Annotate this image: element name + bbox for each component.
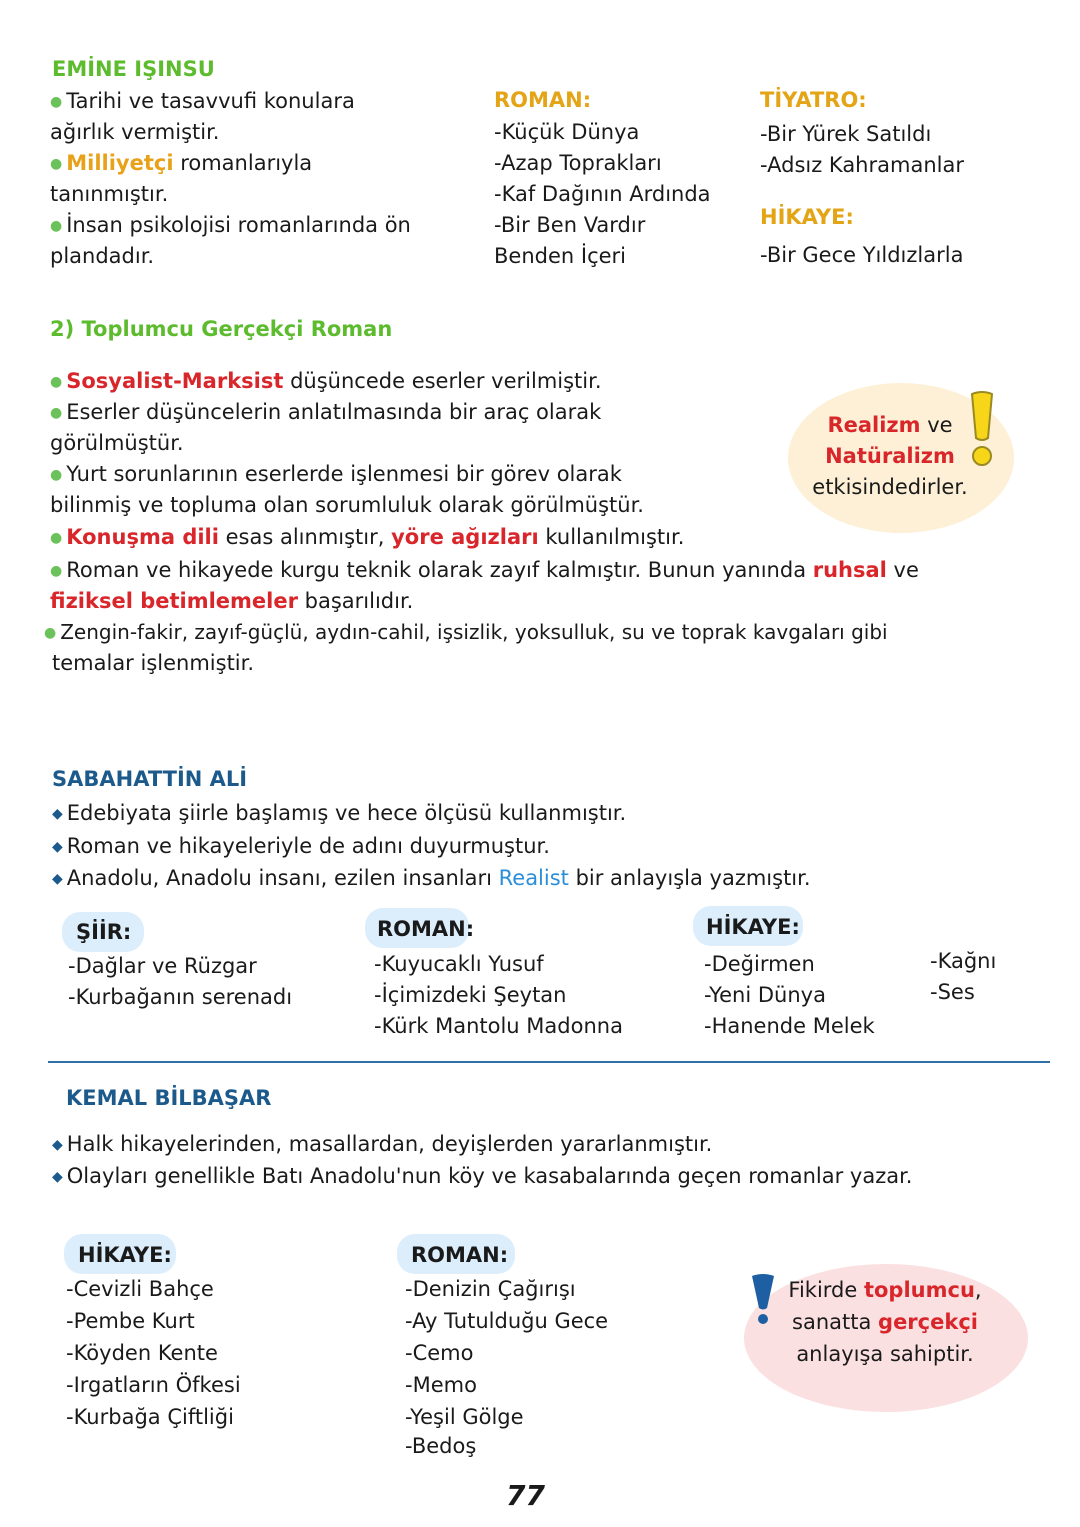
list-item: -Azap Toprakları — [494, 151, 662, 175]
list-item: -Bir Ben Vardır — [494, 213, 646, 237]
list-item: -Küçük Dünya — [494, 120, 640, 144]
diamond-bullet-icon: ◆ — [52, 1136, 63, 1153]
leaf-bullet-icon: ● — [50, 466, 63, 483]
sabahattin-roman-label: ROMAN: — [377, 917, 475, 941]
list-item: -Pembe Kurt — [66, 1309, 195, 1333]
exclamation-icon — [748, 1272, 778, 1328]
emine-bullet-3: ● İnsan psikolojisi romanlarında ön — [50, 213, 411, 237]
text-line: temalar işlenmiştir. — [52, 651, 255, 675]
kemal-roman-list — [405, 1273, 608, 1459]
list-item: -Denizin Çağırışı — [405, 1277, 576, 1301]
leaf-bullet-icon: ● — [50, 155, 63, 172]
bullet-line: ● Roman ve hikayede kurgu teknik olarak zayıf kalmıştır. Bunun yanında ruhsal ve — [50, 558, 919, 582]
author-name-kemal: KEMAL BİLBAŞAR — [66, 1086, 272, 1110]
bullet-line: ● Eserler düşüncelerin anlatılmasında bir araç olarak — [50, 400, 602, 424]
list-item: -Adsız Kahramanlar — [760, 153, 964, 177]
list-item: -Değirmen — [704, 952, 815, 976]
bullet-line: ◆ Edebiyata şiirle başlamış ve hece ölçüsü kullanmıştır. — [52, 801, 627, 825]
leaf-bullet-icon: ● — [50, 217, 63, 234]
sabahattin-siir-list — [68, 951, 292, 1013]
bullet-line: ◆ Anadolu, Anadolu insanı, ezilen insanları Realist bir anlayışla yazmıştır. — [52, 866, 811, 890]
list-item: -Hanende Melek — [704, 1014, 875, 1038]
leaf-bullet-icon: ● — [50, 404, 63, 421]
list-item: -Memo — [405, 1373, 477, 1397]
sabahattin-hikaye-label: HİKAYE: — [706, 915, 800, 939]
bullet-line: ● Zengin-fakir, zayıf-güçlü, aydın-cahil, işsizlik, yoksulluk, su ve toprak kavgaları gibi — [44, 620, 888, 644]
leaf-bullet-icon: ● — [50, 373, 63, 390]
diamond-bullet-icon: ◆ — [52, 1168, 63, 1185]
sabahattin-roman-list — [374, 949, 623, 1042]
list-item: -Kurbağa Çiftliği — [66, 1405, 234, 1429]
note-text-realism: Realizm ve Natüralizm etkisindedirler. — [812, 413, 968, 499]
list-item: -Köyden Kente — [66, 1341, 218, 1365]
list-item: -Bir Yürek Satıldı — [760, 122, 932, 146]
page-number: 77 — [506, 1479, 545, 1512]
emine-bullet-2: ● Milliyetçi romanlarıyla — [50, 151, 313, 175]
list-item: -Ses — [930, 980, 975, 1004]
emine-bullet-1-cont: ağırlık vermiştir. — [50, 120, 220, 144]
emine-bullet-2-cont: tanınmıştır. — [50, 182, 169, 206]
text-line: görülmüştür. — [50, 431, 184, 455]
bullet-line: ● Yurt sorunlarının eserlerde işlenmesi bir görev olarak — [50, 462, 622, 486]
bullet-line: ● Konuşma dili esas alınmıştır, yöre ağızları kullanılmıştır. — [50, 525, 685, 549]
diamond-bullet-icon: ◆ — [52, 838, 63, 855]
note-text-kemal: Fikirde toplumcu, sanatta gerçekçi anlayışa sahiptir. — [788, 1278, 982, 1366]
emine-roman-list — [494, 117, 711, 272]
diamond-bullet-icon: ◆ — [52, 870, 63, 887]
list-item: -Irgatların Öfkesi — [66, 1373, 241, 1397]
sabahattin-siir-label: ŞİİR: — [76, 920, 132, 944]
text-line: fiziksel betimlemeler başarılıdır. — [50, 589, 414, 613]
list-item: -Bedoş — [405, 1434, 477, 1458]
kemal-roman-label: ROMAN: — [411, 1243, 509, 1267]
list-item: -Ay Tutulduğu Gece — [405, 1309, 609, 1333]
list-item: -Kuyucaklı Yusuf — [374, 952, 544, 976]
list-item: -Bir Gece Yıldızlarla — [760, 243, 964, 267]
list-item: -İçimizdeki Şeytan — [374, 983, 567, 1007]
leaf-bullet-icon: ● — [50, 529, 63, 546]
kemal-hikaye-list — [66, 1273, 241, 1433]
emine-bullet-1: ● Tarihi ve tasavvufi konulara — [50, 89, 355, 113]
bullet-line: ◆ Halk hikayelerinden, masallardan, deyişlerden yararlanmıştır. — [52, 1132, 713, 1156]
diamond-bullet-icon: ◆ — [52, 805, 63, 822]
leaf-bullet-icon: ● — [50, 562, 63, 579]
leaf-bullet-icon: ● — [44, 625, 57, 641]
section-divider — [48, 1061, 1050, 1063]
emine-roman-label: ROMAN: — [494, 88, 592, 112]
bullet-line: ● Sosyalist-Marksist düşüncede eserler verilmiştir. — [50, 369, 602, 393]
author-name-sabahattin: SABAHATTİN ALİ — [52, 767, 248, 791]
bullet-line: ◆ Olayları genellikle Batı Anadolu'nun köy ve kasabalarında geçen romanlar yazar. — [52, 1164, 913, 1188]
text-line: bilinmiş ve topluma olan sorumluluk olarak görülmüştür. — [50, 493, 644, 517]
list-item: -Yeni Dünya — [704, 983, 826, 1007]
bullet-line: ◆ Roman ve hikayeleriyle de adını duyurmuştur. — [52, 834, 550, 858]
list-item: -Dağlar ve Rüzgar — [68, 954, 257, 978]
emine-tiyatro-label: TİYATRO: — [760, 88, 867, 112]
emine-bullet-3-cont: plandadır. — [50, 244, 155, 268]
emine-hikaye-label: HİKAYE: — [760, 205, 854, 229]
sabahattin-hikaye-list-2 — [930, 946, 996, 1008]
list-item: -Kürk Mantolu Madonna — [374, 1014, 623, 1038]
kemal-hikaye-label: HİKAYE: — [78, 1243, 172, 1267]
list-item: -Cevizli Bahçe — [66, 1277, 214, 1301]
list-item: -Kağnı — [930, 949, 997, 973]
list-item: Benden İçeri — [494, 244, 626, 268]
leaf-bullet-icon: ● — [50, 93, 63, 110]
author-name-emine: EMİNE IŞINSU — [52, 57, 215, 81]
section-title: 2) Toplumcu Gerçekçi Roman — [50, 317, 393, 341]
list-item: -Kurbağanın serenadı — [68, 985, 293, 1009]
list-item: -Kaf Dağının Ardında — [494, 182, 711, 206]
sabahattin-hikaye-list — [704, 949, 875, 1042]
emine-tiyatro-list — [760, 119, 964, 181]
list-item: -Yeşil Gölge — [405, 1405, 524, 1429]
list-item: -Cemo — [405, 1341, 474, 1365]
